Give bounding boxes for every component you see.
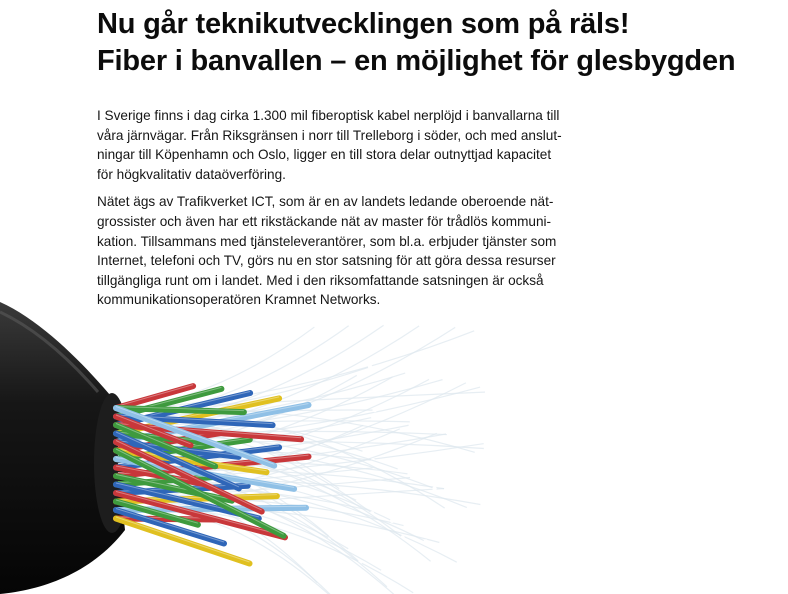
fiber-tip <box>403 524 407 528</box>
fiber-optic-cable-icon <box>0 300 520 594</box>
fiber-tip <box>457 561 461 565</box>
fiber-tip <box>424 539 428 543</box>
fiber-tip <box>383 322 387 326</box>
article-body <box>97 106 627 318</box>
tube-highlight <box>116 385 193 407</box>
fiber-tip <box>419 323 423 327</box>
paragraph-2 <box>97 192 627 310</box>
fiber-tip <box>480 503 484 507</box>
fiber-tip <box>314 324 318 328</box>
fiber-tip <box>356 372 360 376</box>
text-line: grossister och även har ett rikstäckande nät av master för trådlös kommuni- <box>97 213 552 229</box>
fiber-tip <box>432 486 436 490</box>
fiber-tip <box>444 507 448 511</box>
fiber-tip <box>467 506 471 510</box>
text-line: Internet, telefoni och TV, görs nu en stor satsning för att göra dessa resurser <box>97 253 556 269</box>
fiber-tip <box>429 376 433 380</box>
fiber-tip <box>442 377 446 381</box>
headline-line-1: Nu går teknikutvecklingen som på räls! <box>97 8 630 40</box>
colored-tube <box>116 519 215 520</box>
headline-line-2: Fiber i banvallen – en möjlighet för glesbygden <box>97 45 736 77</box>
fiber-tip <box>475 451 479 455</box>
fiber-tip <box>444 487 448 491</box>
fiber-tip <box>407 472 411 476</box>
fiber-tip <box>439 541 443 545</box>
fiber-tip <box>480 384 484 388</box>
fiber-tip <box>474 328 478 332</box>
text-line: våra järnvägar. Från Riksgränsen i norr till Trelleborg i söder, och med anslut- <box>97 127 562 143</box>
text-line: för högkvalitativ dataöverföring. <box>97 166 286 182</box>
fiber-tip <box>381 569 385 573</box>
fiber-tip <box>373 408 377 412</box>
headline <box>97 6 735 80</box>
colored-tubes <box>116 385 309 564</box>
fiber-tip <box>447 433 451 437</box>
text-line: tillgängliga runt om i landet. Med i den riksomfattande satsningen är också <box>97 272 544 288</box>
fiber-tip <box>390 519 394 523</box>
fiber-tip <box>485 390 489 394</box>
fiber-tip <box>405 370 409 374</box>
text-line: Nätet ägs av Trafikverket ICT, som är en av landets ledande oberoende nät- <box>97 194 554 210</box>
fiber-tip <box>484 446 488 450</box>
text-line: kommunikationsoperatören Kramnet Networks. <box>97 292 381 308</box>
fiber-tip <box>371 415 375 419</box>
fiber-tip <box>455 324 459 328</box>
glass-fiber <box>118 330 476 410</box>
fiber-tip <box>410 420 414 424</box>
fiber-tip <box>484 441 488 445</box>
text-line: kation. Tillsammans med tjänsteleverantörer, som bl.a. erbjuder tjänster som <box>97 233 557 249</box>
fiber-tip <box>430 560 434 564</box>
fiber-tip <box>368 365 372 369</box>
fiber-tip <box>348 322 352 326</box>
fiber-tip <box>362 450 366 454</box>
fiber-tip <box>398 468 402 472</box>
text-line: I Sverige finns i dag cirka 1.300 mil fiberoptisk kabel nerplöjd i banvallarna till <box>97 108 560 123</box>
paragraph-1 <box>97 106 627 184</box>
text-line: ningar till Köpenhamn och Oslo, ligger en till stora delar outnyttjad kapacitet <box>97 147 552 163</box>
fiber-tip <box>466 380 470 384</box>
